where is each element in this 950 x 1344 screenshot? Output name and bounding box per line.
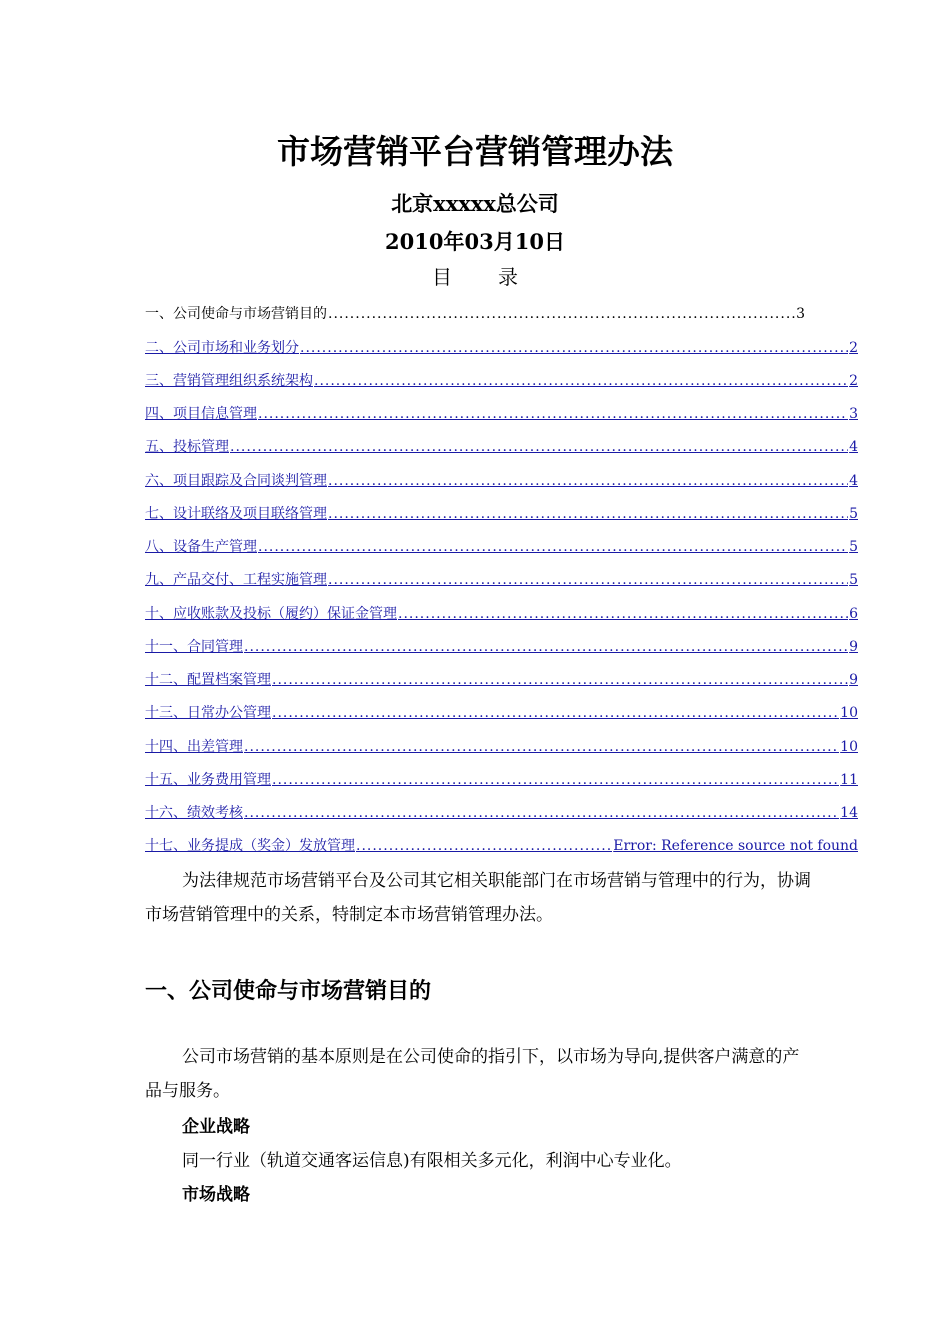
toc-link[interactable] — [145, 635, 858, 659]
toc-link[interactable] — [145, 834, 858, 858]
section-paragraph: 公司市场营销的基本原则是在公司使命的指引下，以市场为导向,提供客户满意的产品与服务。 — [145, 1047, 800, 1101]
toc-item-label: 十、应收账款及投标（履约）保证金管理 — [145, 606, 397, 622]
toc-item-page: 2 — [849, 373, 858, 389]
toc-item-label: 十一、合同管理 — [145, 639, 243, 655]
market-strategy-title: 市场战略 — [182, 1185, 250, 1205]
toc-item-label: 二、公司市场和业务划分 — [145, 340, 299, 356]
toc-item-page: 10 — [840, 739, 858, 755]
toc-item-label: 十六、绩效考核 — [145, 805, 243, 821]
toc-item-label: 四、项目信息管理 — [145, 406, 257, 422]
document-title: 市场营销平台营销管理办法 — [277, 132, 673, 171]
enterprise-strategy-text: 同一行业（轨道交通客运信息)有限相关多元化，利润中心专业化。 — [182, 1151, 682, 1171]
toc-link[interactable] — [145, 768, 858, 792]
toc-item-page: 4 — [849, 439, 858, 455]
toc-link[interactable] — [145, 469, 858, 493]
toc-item-page: 3 — [796, 306, 805, 322]
toc-item-label: 十七、业务提成（奖金）发放管理 — [145, 838, 355, 854]
toc-item-page: 9 — [849, 639, 858, 655]
toc-item-label: 一、公司使命与市场营销目的 — [145, 306, 327, 322]
toc-item-page: 4 — [849, 473, 858, 489]
toc-item-label: 七、设计联络及项目联络管理 — [145, 506, 327, 522]
toc-heading-left: 目 — [432, 265, 452, 289]
toc-link[interactable] — [145, 369, 858, 393]
toc-item-label: 五、投标管理 — [145, 439, 229, 455]
toc-item-page: 11 — [840, 772, 858, 788]
toc-link[interactable] — [145, 801, 858, 825]
toc-link[interactable] — [145, 602, 858, 626]
toc-item-page: 10 — [840, 705, 858, 721]
toc-item-page: 6 — [849, 606, 858, 622]
toc-item-page: 2 — [849, 340, 858, 356]
document-date: 2010年03月10日 — [385, 229, 565, 254]
toc-link[interactable] — [145, 668, 858, 692]
toc-item-label: 十二、配置档案管理 — [145, 672, 271, 688]
toc-heading-right: 录 — [498, 265, 518, 289]
toc-item-page: 9 — [849, 672, 858, 688]
toc-item-label: 十四、出差管理 — [145, 739, 243, 755]
toc-item-page: 14 — [840, 805, 858, 821]
intro-paragraph: 为法律规范市场营销平台及公司其它相关职能部门在市场营销与管理中的行为，协调市场营销管理中的关系，特制定本市场营销管理办法。 — [145, 871, 811, 925]
toc-item-label: 十三、日常办公管理 — [145, 705, 271, 721]
toc-item-page: Error: Reference source not found — [613, 838, 858, 854]
toc-link[interactable] — [145, 402, 858, 426]
section-heading: 一、公司使命与市场营销目的 — [145, 979, 432, 1004]
toc-link[interactable] — [145, 502, 858, 526]
toc-item-page: 3 — [849, 406, 858, 422]
toc-link[interactable] — [145, 568, 858, 592]
company-name: 北京xxxxx总公司 — [391, 191, 559, 216]
toc-item-page: 5 — [849, 572, 858, 588]
toc-item-label: 十五、业务费用管理 — [145, 772, 271, 788]
toc-item-label: 八、设备生产管理 — [145, 539, 257, 555]
toc-link[interactable] — [145, 535, 858, 559]
toc-item-label: 三、营销管理组织系统架构 — [145, 373, 313, 389]
toc-link[interactable] — [145, 336, 858, 360]
toc-item-label: 九、产品交付、工程实施管理 — [145, 572, 327, 588]
toc-item-label: 六、项目跟踪及合同谈判管理 — [145, 473, 327, 489]
toc-heading — [0, 262, 950, 292]
toc-link[interactable] — [145, 735, 858, 759]
enterprise-strategy-title: 企业战略 — [182, 1117, 250, 1137]
toc-item-page: 5 — [849, 539, 858, 555]
toc-item-page: 5 — [849, 506, 858, 522]
toc-item — [145, 302, 805, 326]
toc-link[interactable] — [145, 435, 858, 459]
toc-link[interactable] — [145, 701, 858, 725]
